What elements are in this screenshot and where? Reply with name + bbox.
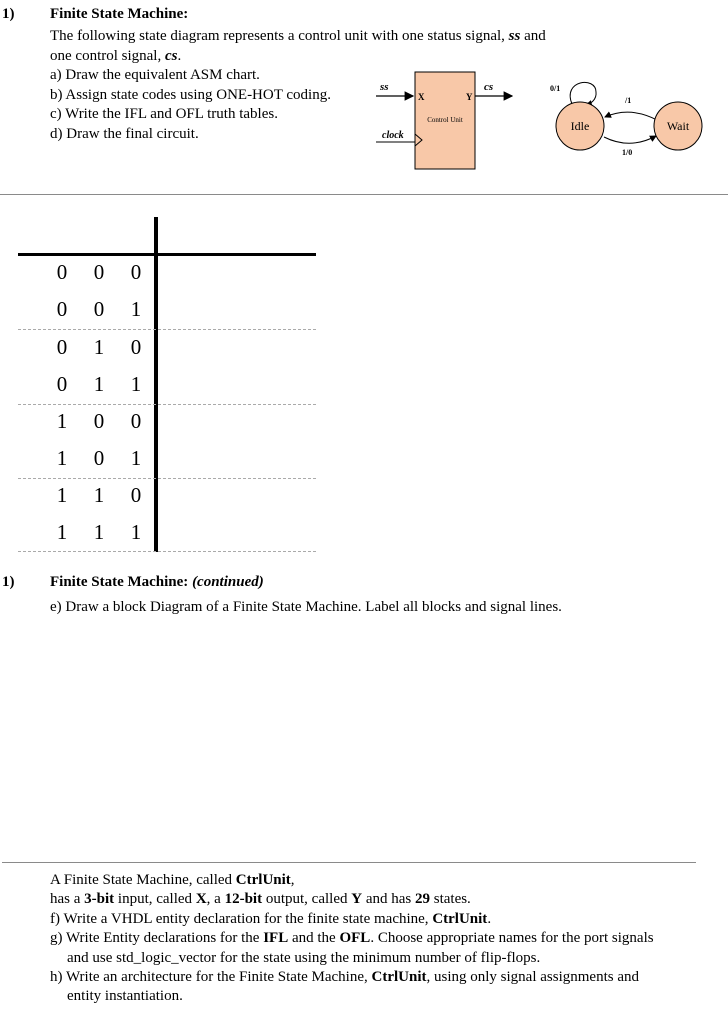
continued-marker: (continued): [192, 574, 264, 590]
port-y-label: Y: [466, 92, 473, 102]
intro-line-2: [50, 47, 546, 67]
ctrlunit-line-1: [50, 871, 654, 890]
table-cell: 0: [56, 297, 68, 321]
part-c: c) Write the IFL and OFL truth tables.: [50, 106, 278, 122]
table-cell: 1: [93, 520, 105, 544]
part-g-continued: and use std_logic_vector for the state using the minimum number of flip-flops.: [67, 949, 541, 966]
clock-label: clock: [382, 130, 404, 141]
top-arc-label: /1: [625, 96, 632, 105]
intro-text: The following state diagram represents a control unit with one status signal,: [50, 28, 509, 44]
table-cell: 1: [93, 483, 105, 507]
table-cell: 1: [56, 483, 68, 507]
text: f) Write a VHDL entity declaration for the finite state machine,: [50, 910, 433, 927]
idle-state-label: Idle: [570, 119, 590, 133]
control-unit-diagram: [374, 68, 522, 172]
question-title: Finite State Machine:: [50, 6, 189, 22]
section-divider-top: [0, 194, 728, 195]
ctrlunit-section: [50, 871, 654, 1007]
table-cell: 0: [93, 446, 105, 470]
text: ,: [290, 872, 295, 888]
text: states.: [429, 891, 471, 908]
text: output, called: [262, 891, 352, 908]
state-diagram: [540, 74, 728, 170]
intro-and: and: [520, 28, 546, 44]
table-dash-2: [18, 404, 316, 405]
input-name: X: [195, 891, 207, 908]
table-cell: 1: [93, 372, 105, 396]
table-cell: 1: [93, 335, 105, 359]
text: g) Write Entity declarations for the: [50, 930, 264, 947]
table-cell: 0: [130, 260, 142, 284]
ctrlunit-name: CtrlUnit: [235, 872, 291, 888]
cs-label: cs: [484, 81, 494, 93]
text: A Finite State Machine, called: [50, 872, 236, 888]
table-cell: 0: [93, 297, 105, 321]
table-cell: 0: [93, 409, 105, 433]
table-cell: 1: [130, 446, 142, 470]
question-number: 1): [2, 6, 15, 22]
intro-line-1: [50, 27, 546, 47]
part-d: d) Draw the final circuit.: [50, 125, 199, 142]
table-cell: 1: [130, 520, 142, 544]
part-a: a) Draw the equivalent ASM chart.: [50, 67, 260, 83]
section-divider-bottom: [2, 862, 696, 863]
table-cell: 0: [56, 260, 68, 284]
table-vertical-rule: [154, 217, 158, 552]
part-h: [50, 968, 654, 987]
intro-period: .: [177, 47, 182, 64]
ofl-label: OFL: [339, 930, 371, 947]
question-number-continued: 1): [2, 574, 15, 590]
table-cell: 0: [93, 260, 105, 284]
state-count: 29: [414, 891, 430, 908]
wait-state-label: Wait: [666, 119, 690, 133]
table-cell: 0: [56, 335, 68, 359]
part-h-continued: entity instantiation.: [67, 988, 183, 1005]
table-dash-1: [18, 329, 316, 330]
output-width: 12-bit: [224, 891, 263, 908]
text: h) Write an architecture for the Finite State Machine,: [50, 969, 372, 986]
part-b: b) Assign state codes using ONE-HOT coding.: [50, 86, 331, 103]
table-cell: 0: [130, 483, 142, 507]
bottom-arc-label: 1/0: [622, 148, 633, 157]
table-header-rule: [18, 253, 316, 256]
table-cell: 1: [130, 297, 142, 321]
part-f: [50, 910, 654, 929]
text: , using only signal assignments and: [426, 969, 639, 986]
port-x-label: X: [418, 92, 425, 102]
control-unit-label: Control Unit: [427, 116, 463, 124]
text: and the: [288, 930, 340, 947]
table-cell: 1: [56, 520, 68, 544]
self-loop-label: 0/1: [550, 84, 561, 93]
table-cell: 1: [56, 446, 68, 470]
table-cell: 0: [130, 335, 142, 359]
ctrlunit-name: CtrlUnit: [432, 910, 488, 927]
table-cell: 0: [56, 372, 68, 396]
wait-to-idle-arc: [605, 112, 657, 120]
text: and has: [362, 891, 415, 908]
continued-title: Finite State Machine:: [50, 574, 189, 590]
text: .: [487, 910, 492, 927]
ctrlunit-name: CtrlUnit: [371, 969, 427, 986]
input-width: 3-bit: [84, 891, 115, 908]
table-dash-4: [18, 551, 316, 552]
ctrlunit-line-2: [50, 890, 654, 909]
table-cell: 1: [56, 409, 68, 433]
table-cell: 1: [130, 372, 142, 396]
idle-self-loop: [570, 82, 596, 105]
text: has a: [50, 891, 85, 908]
table-cell: 0: [130, 409, 142, 433]
part-e: e) Draw a block Diagram of a Finite State Machine. Label all blocks and signal lines.: [50, 599, 562, 615]
table-dash-3: [18, 478, 316, 479]
ifl-label: IFL: [263, 930, 289, 947]
ss-label: ss: [380, 81, 389, 93]
signal-cs: cs: [164, 47, 178, 64]
text: . Choose appropriate names for the port signals: [370, 930, 654, 947]
part-g: [50, 929, 654, 948]
intro-text-2: one control signal,: [50, 47, 165, 64]
text: input, called: [114, 891, 196, 908]
text: , a: [206, 891, 225, 908]
signal-ss: ss: [508, 28, 521, 44]
output-name: Y: [351, 891, 363, 908]
question-title-continued: [50, 574, 264, 591]
idle-to-wait-arc: [604, 136, 656, 143]
